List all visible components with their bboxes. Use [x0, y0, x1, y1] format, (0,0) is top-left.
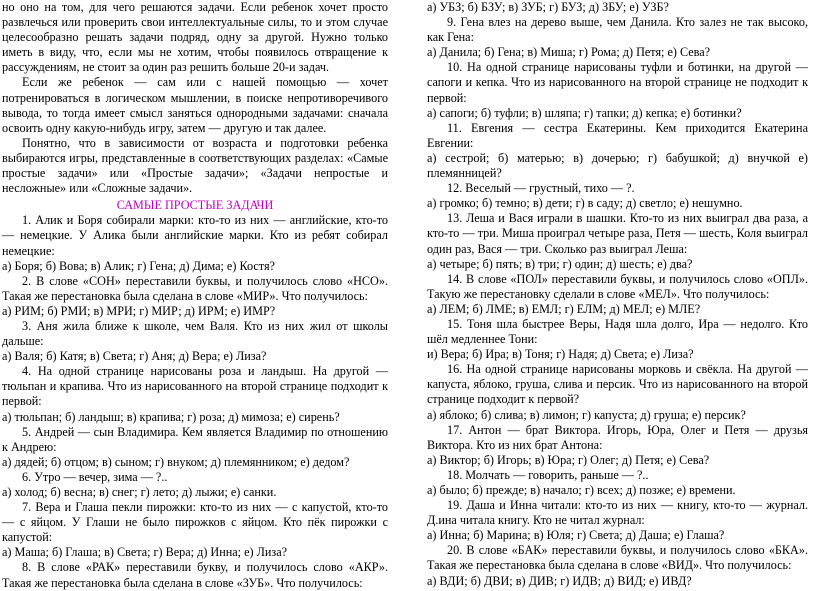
- question: 5. Андрей — сын Владимира. Кем является Владимир по отношению к Андрею:: [2, 424, 388, 454]
- answer-options: а) дядей; б) отцом; в) сыном; г) внуком; д) племянником; е) дедом?: [2, 454, 350, 469]
- question: 8. В слове «РАК» переставили букву, и получилось слово «АКР». Такая же перестановка была сделана в слове «ЗУБ». Что получилось:: [2, 560, 388, 590]
- answer-options: а) Боря; б) Вова; в) Алик; г) Гена; д) Дима; е) Костя?: [2, 258, 275, 273]
- answer-options: а) РИМ; б) РМИ; в) МРИ; г) МИР; д) ИРМ; е) ИМР?: [2, 303, 276, 318]
- question: 2. В слове «СОН» переставили буквы, и получилось слово «НСО». Такая же перестановка была сделана в слове «МИР». Что получилось:: [2, 273, 388, 303]
- answer-options: а) громко; б) темно; в) дети; г) в саду; д) светло; е) нешумно.: [427, 196, 743, 211]
- intro-paragraph: Если же ребенок — сам или с нашей помощью — хочет потренироваться в логическом мышлении, в поиске непротиворечивого вывода, то тогда имеет смысл заняться однородными задачами: сначала освоить одну какую-нибудь игру, затем — другую и так далее.: [2, 75, 388, 135]
- question: 15. Тоня шла быстрее Веры, Надя шла долго, Ира — недолго. Кто шёл медленнее Тони:: [427, 316, 808, 347]
- answer-options: а) Маша; б) Глаша; в) Света; г) Вера; д) Инна; е) Лиза?: [2, 545, 288, 560]
- answer-options: а) Виктор; б) Игорь; в) Юра; г) Олег; д) Петя; е) Сева?: [427, 452, 710, 467]
- question: 10. На одной странице нарисованы туфли и ботинки, на другой — сапоги и кепка. Что из нарисованного на второй странице не подходит к первой:: [427, 60, 808, 105]
- answer-options: а) ВДИ; б) ДВИ; в) ДИВ; г) ИДВ; д) ВИД; е) ИВД?: [427, 573, 692, 588]
- question: 1. Алик и Боря собирали марки: кто-то из них — английские, кто-то — немецкие. У Алика были английские марки. Кто из ребят собирал немецкие:: [2, 213, 388, 258]
- answer-options: и) Вера; б) Ира; в) Тоня; г) Надя; д) Света; е) Лиза?: [427, 347, 694, 362]
- question: 16. На одной странице нарисованы морковь и свёкла. На другой — капуста, яблоко, груша, слива и персик. Что из нарисованного на второй странице подходит к первой?: [427, 362, 808, 407]
- question: 7. Вера и Глаша пекли пирожки: кто-то из них — с капустой, кто-то — с яйцом. У Глаши не было пирожков с яйцом. Кто пёк пирожки с капустой:: [2, 500, 388, 545]
- answer-options: а) тюльпан; б) ландыш; в) крапива; г) роза; д) мимоза; е) сирень?: [2, 409, 340, 424]
- question: 11. Евгения — сестра Екатерины. Кем приходится Екатерина Евгении:: [427, 120, 808, 150]
- right-column: [427, 0, 808, 589]
- answer-options: а) сапоги; б) туфли; в) шляпа; г) тапки; д) кепка; е) ботинки?: [427, 105, 742, 120]
- question: 19. Даша и Инна читали: кто-то из них — книгу, кто-то — журнал. Д.ина читала книгу. Кто не читал журнал:: [427, 498, 808, 528]
- answer-options: а) сестрой; б) матерью; в) дочерью; г) бабушкой; д) внучкой е) племянницей?: [427, 150, 808, 181]
- question: 4. На одной странице нарисованы роза и ландыш. На другой — тюльпан и крапива. Что из нарисованного на второй странице подходит к первой:: [2, 364, 388, 409]
- answer-options: а) УБЗ; б) БЗУ; в) ЗУБ; г) БУЗ; д) ЗБУ; е) УЗБ?: [427, 0, 669, 14]
- left-column: [2, 0, 388, 591]
- question: 12. Веселый — грустный, тихо — ?.: [447, 181, 635, 196]
- answer-options: а) холод; б) весна; в) снег; г) лето; д) лыжи; е) санки.: [2, 485, 277, 499]
- question: 9. Гена влез на дерево выше, чем Данила. Кто залез не так высоко, как Гена:: [427, 15, 808, 45]
- question: 3. Аня жила ближе к школе, чем Валя. Кто из них жил от школы дальше:: [2, 318, 388, 349]
- question: 18. Молчать — говорить, раньше — ?..: [447, 467, 649, 482]
- answer-options: а) Валя; б) Катя; в) Света; г) Аня; д) Вера; е) Лиза?: [2, 349, 267, 364]
- answer-options: а) четыре; б) пять; в) три; г) один; д) шесть; е) два?: [427, 256, 693, 271]
- section-title: САМЫЕ ПРОСТЫЕ ЗАДАЧИ: [116, 198, 274, 213]
- question: 17. Антон — брат Виктора. Игорь, Юра, Олег и Петя — друзья Виктора. Кто из них брат Антона:: [427, 422, 808, 452]
- intro-paragraph: но оно на том, для чего решаются задачи. Если ребенок хочет просто развлечься или проверить свои интеллектуальные силы, то и этом случае целесообразно решать задачи подряд, одну за другой. Нужно только иметь в виду, что, если мы не хотим, чтобы появилось отвращение к рассуждениям, не стоит за один раз решить больше 20-и задач.: [2, 0, 388, 75]
- answer-options: а) яблоко; б) слива; в) лимон; г) капуста; д) груша; е) персик?: [427, 407, 746, 422]
- question: 6. Утро — вечер, зима — ?..: [22, 469, 168, 484]
- answer-options: а) Данила; б) Гена; в) Миша; г) Рома; д) Петя; е) Сева?: [427, 45, 711, 60]
- answer-options: а) Инна; б) Марина; в) Юля; г) Света; д) Даша; е) Глаша?: [427, 528, 725, 543]
- answer-options: а) ЛЕМ; б) ЛМЕ; в) ЕМЛ; г) ЕЛМ; д) МЕЛ; е) МЛЕ?: [427, 301, 701, 316]
- question: 14. В слове «ПОЛ» переставили буквы, и получилось слово «ОПЛ». Такую же перестановку сделали в слове «МЕЛ». Что получилось:: [427, 271, 808, 301]
- answer-options: а) было; б) прежде; в) начало; г) всех; д) позже; е) времени.: [427, 483, 736, 497]
- question: 13. Леша и Вася играли в шашки. Кто-то из них выиграл два раза, а кто-то — три. Миша проиграл четыре раза, Петя — шесть, Коля выиграл один раз, Вася — три. Сколько раз выиграл Леша:: [427, 211, 808, 256]
- question: 20. В слове «БАК» переставили буквы, и получилось слово «БКА». Такая же перестановка была сделана в слове «ВИД». Что получилось:: [427, 543, 808, 573]
- intro-paragraph: Понятно, что в зависимости от возраста и подготовки ребенка выбираются игры, представленные в соответствующих разделах: «Самые простые задачи» или «Простые задачи»; «Задачи непростые и несложные» или «Сложные задачи».: [2, 135, 388, 196]
